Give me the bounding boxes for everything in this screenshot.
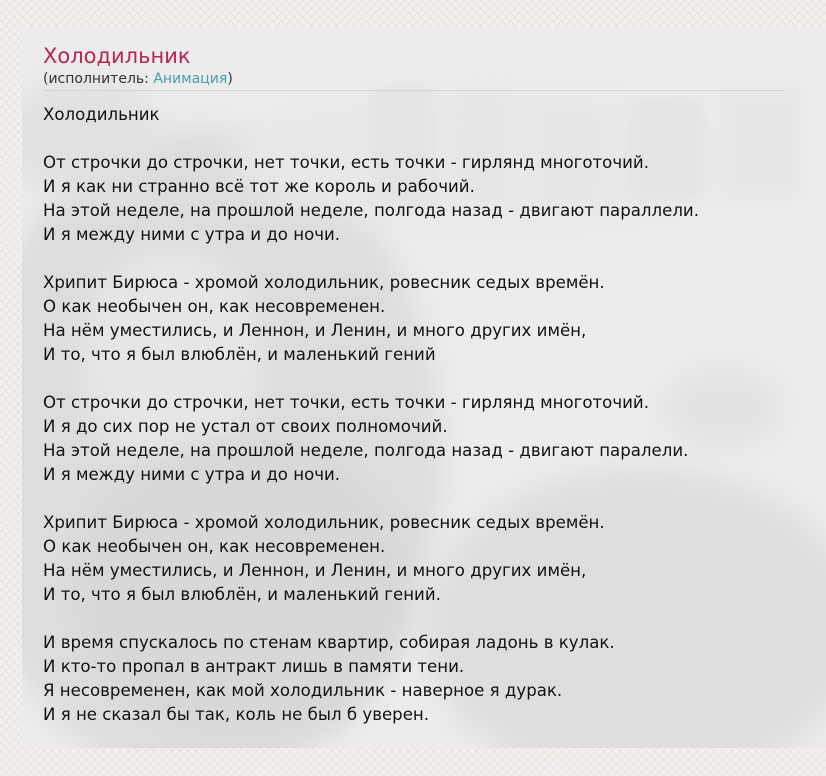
lyrics-line: На нём уместились, и Леннон, и Ленин, и много других имён,	[43, 321, 587, 340]
lyrics-stanza-2	[43, 271, 826, 367]
lyrics-stanza-4	[43, 511, 826, 607]
lyrics-line: И кто-то пропал в антракт лишь в памяти тени.	[43, 657, 465, 676]
lyrics-content	[22, 28, 826, 727]
artist-suffix: )	[227, 71, 233, 87]
artist-prefix: (исполнитель:	[43, 71, 154, 87]
lyrics-line: И то, что я был влюблён, и маленький гений.	[43, 585, 441, 604]
lyrics-heading-block	[43, 103, 826, 127]
lyrics-line: О как необычен он, как несовременен.	[43, 537, 386, 556]
lyrics-line: Хрипит Бирюса - хромой холодильник, ровесник седых времён.	[43, 273, 605, 292]
lyrics-line: И я до сих пор не устал от своих полномочий.	[43, 417, 448, 436]
lyrics-line: И я не сказал бы так, коль не был б уверен.	[43, 705, 430, 724]
lyrics-line: И я между ними с утра и до ночи.	[43, 465, 341, 484]
lyrics-stanza-3	[43, 391, 826, 487]
artist-link[interactable]: Анимация	[153, 71, 228, 87]
lyrics-heading: Холодильник	[43, 105, 160, 124]
lyrics-line: Хрипит Бирюса - хромой холодильник, ровесник седых времён.	[43, 513, 605, 532]
lyrics-line: От строчки до строчки, нет точки, есть точки - гирлянд многоточий.	[43, 393, 649, 412]
lyrics-line: На нём уместились, и Леннон, и Ленин, и много других имён,	[43, 561, 587, 580]
lyrics-line: И то, что я был влюблён, и маленький гений	[43, 345, 436, 364]
lyrics-page	[22, 28, 826, 748]
lyrics-line: На этой неделе, на прошлой неделе, полгода назад - двигают параллели.	[43, 201, 699, 220]
title-divider	[43, 90, 785, 91]
song-title: Холодильник	[43, 44, 191, 68]
lyrics-line: И я между ними с утра и до ночи.	[43, 225, 341, 244]
lyrics-line: От строчки до строчки, нет точки, есть точки - гирлянд многоточий.	[43, 153, 649, 172]
lyrics-stanza-1	[43, 151, 826, 247]
lyrics-text	[43, 103, 826, 727]
lyrics-line: И я как ни странно всё тот же король и рабочий.	[43, 177, 475, 196]
lyrics-stanza-5	[43, 631, 826, 727]
lyrics-line: О как необычен он, как несовременен.	[43, 297, 386, 316]
lyrics-line: Я несовременен, как мой холодильник - наверное я дурак.	[43, 681, 563, 700]
artist-line	[43, 70, 826, 88]
lyrics-line: На этой неделе, на прошлой неделе, полгода назад - двигают паралели.	[43, 441, 689, 460]
lyrics-line: И время спускалось по стенам квартир, собирая ладонь в кулак.	[43, 633, 615, 652]
